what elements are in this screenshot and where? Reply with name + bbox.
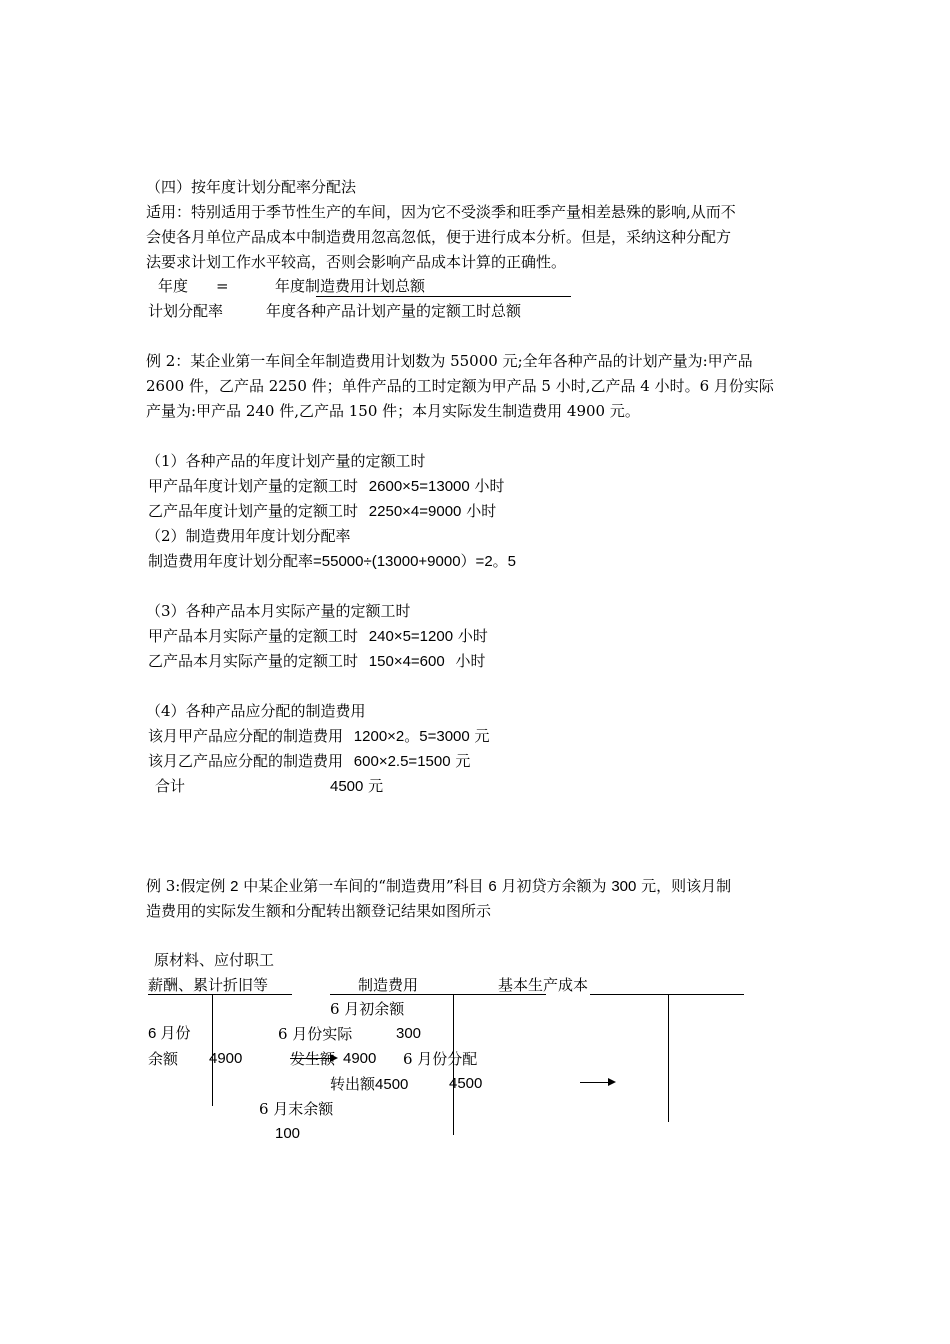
step1-title: （1）各种产品的年度计划产量的定额工时 [146, 452, 426, 470]
example3-intro-part-1: 例 3:假定例 [146, 877, 226, 895]
step4-total-unit: 元 [368, 777, 384, 795]
closing-balance-value: 100 [275, 1125, 301, 1142]
section-title: （四）按年度计划分配率分配法 [146, 178, 357, 196]
step3-line-a-label: 甲产品本月实际产量的定额工时 [148, 627, 359, 645]
arrow-right-icon [580, 1077, 616, 1089]
step1-line-a-unit: 小时 [474, 477, 505, 495]
account-left-topline [148, 994, 292, 995]
formula-fraction-bar [316, 296, 571, 297]
step1-line-b-label: 乙产品年度计划产量的定额工时 [148, 502, 359, 520]
opening-balance-value: 300 [396, 1025, 422, 1042]
applicability-line-1: 适用：特别适用于季节性生产的车间，因为它不受淡季和旺季产量相差悬殊的影响,从而不 [146, 203, 736, 221]
example2-intro-line-1: 例 2：某企业第一车间全年制造费用计划数为 55000 元;全年各种产品的计划产量为:甲产品 [146, 352, 753, 370]
step4-line-a [148, 726, 490, 746]
account-right-topline [590, 994, 744, 995]
left-june-label: 6 月份 [148, 1025, 191, 1042]
opening-balance-label: 6 月初余额 [330, 1000, 405, 1018]
step3-line-b-label: 乙产品本月实际产量的定额工时 [148, 652, 359, 670]
step1-line-a-calc: 2600×5=13000 [368, 478, 470, 495]
account-left-line2: 薪酬、累计折旧等 [148, 976, 269, 994]
step4-line-a-unit: 元 [474, 727, 490, 745]
step4-total-value: 4500 [330, 778, 364, 795]
example2-intro-line-2: 2600 件，乙产品 2250 件；单件产品的工时定额为甲产品 5 小时,乙产品 4 小时。6 月份实际 [146, 377, 774, 395]
formula-denominator: 年度各种产品计划产量的定额工时总额 [266, 302, 522, 320]
step2-line-calc: =55000÷(13000+9000）=2。5 [313, 553, 516, 570]
step4-line-b [148, 751, 470, 771]
step4-line-a-calc: 1200×2。5=3000 [353, 728, 470, 745]
step3-line-b-calc: 150×4=600 [368, 653, 445, 670]
account-right-divider [668, 995, 669, 1122]
alloc-value: 4500 [375, 1076, 409, 1093]
step1-line-b [148, 501, 496, 521]
step1-line-b-unit: 小时 [466, 502, 497, 520]
example3-intro-part-3: 中某企业第一车间的“制造费用”科目 [243, 877, 484, 895]
step4-title: （4）各种产品应分配的制造费用 [146, 702, 366, 720]
formula-numerator: 年度制造费用计划总额 [275, 277, 426, 295]
example3-intro-part-5: 月初贷方余额为 [501, 877, 607, 895]
step3-title: （3）各种产品本月实际产量的定额工时 [146, 602, 411, 620]
example3-intro-line-2: 造费用的实际发生额和分配转出额登记结果如图所示 [146, 902, 492, 920]
example3-intro-line-1 [146, 876, 731, 896]
step3-line-a [148, 626, 488, 646]
example3-intro-part-7: 元，则该月制 [641, 877, 732, 895]
left-balance-value: 4900 [209, 1050, 243, 1067]
step4-line-b-label: 该月乙产品应分配的制造费用 [148, 752, 344, 770]
example2-intro-line-3: 产量为:甲产品 240 件,乙产品 150 件；本月实际发生制造费用 4900 元。 [146, 402, 640, 420]
formula-lhs-bottom: 计划分配率 [148, 302, 224, 320]
closing-balance-label: 6 月末余额 [259, 1100, 334, 1118]
step1-line-b-calc: 2250×4=9000 [368, 503, 462, 520]
applicability-line-2: 会使各月单位产品成本中制造费用忽高忽低，便于进行成本分析。但是，采纳这种分配方 [146, 228, 732, 246]
step3-line-b-unit: 小时 [455, 652, 486, 670]
step4-line-b-unit: 元 [455, 752, 471, 770]
step2-line [148, 551, 516, 571]
step4-total-label: 合计 [155, 777, 186, 795]
step4-total [330, 776, 383, 796]
applicability-line-3: 法要求计划工作水平较高，否则会影响产品成本计算的正确性。 [146, 253, 567, 271]
actual-label-top: 6 月份实际 [278, 1025, 353, 1043]
step1-line-a [148, 476, 505, 496]
account-left-line1: 原材料、应付职工 [154, 951, 275, 969]
account-middle-title: 制造费用 [358, 976, 419, 994]
step2-line-label: 制造费用年度计划分配率 [148, 552, 314, 570]
account-right-title: 基本生产成本 [498, 976, 589, 994]
formula-lhs-top: 年度 [158, 277, 189, 295]
left-balance-label: 余额 [148, 1050, 179, 1068]
actual-value: 4900 [343, 1050, 377, 1067]
step2-title: （2）制造费用年度计划分配率 [146, 527, 351, 545]
alloc-label-bottom: 转出额 [330, 1075, 376, 1093]
step3-line-b [148, 651, 486, 671]
step3-line-a-unit: 小时 [457, 627, 488, 645]
step3-line-a-calc: 240×5=1200 [368, 628, 454, 645]
right-debit-value: 4500 [449, 1075, 483, 1092]
arrow-right-icon [290, 1053, 338, 1065]
example3-intro-part-4: 6 [488, 878, 497, 895]
step4-line-b-calc: 600×2.5=1500 [353, 753, 451, 770]
example3-intro-part-6: 300 [611, 878, 637, 895]
step1-line-a-label: 甲产品年度计划产量的定额工时 [148, 477, 359, 495]
alloc-label-top: 6 月份分配 [403, 1050, 478, 1068]
step4-line-a-label: 该月甲产品应分配的制造费用 [148, 727, 344, 745]
account-middle-topline [330, 994, 546, 995]
example3-intro-part-2: 2 [230, 878, 239, 895]
alloc-label [330, 1074, 408, 1094]
formula-equals: = [216, 277, 229, 295]
actual-label-bottom: 发生额 [290, 1050, 336, 1068]
